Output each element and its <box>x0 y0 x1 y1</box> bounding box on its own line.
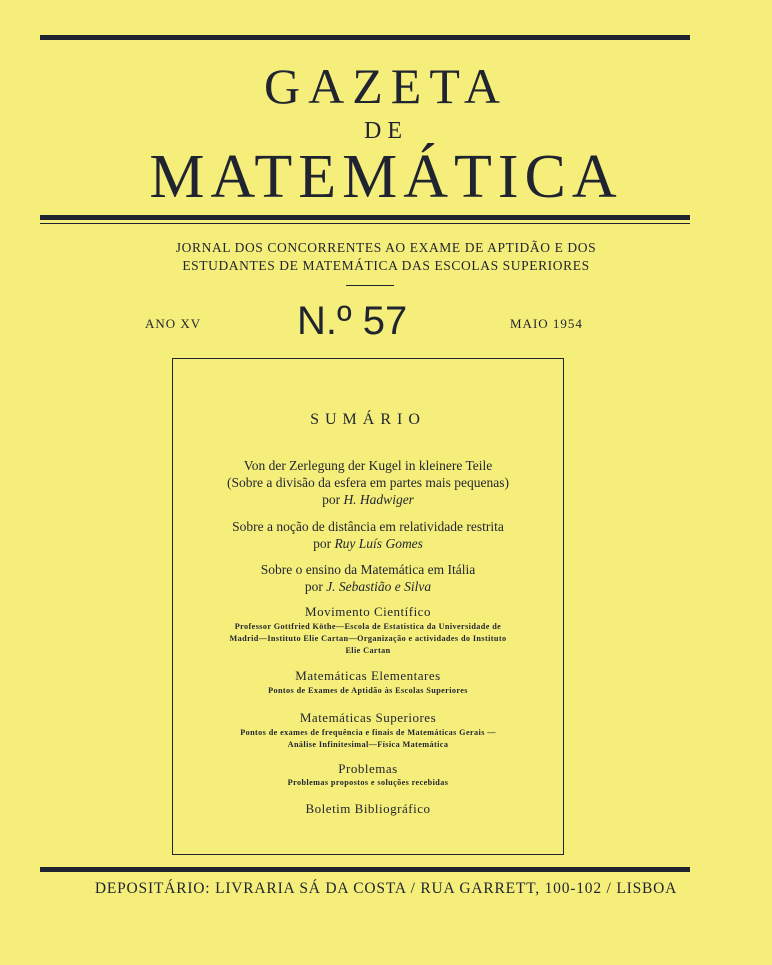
article-1-by: por <box>322 492 341 507</box>
section-1-desc-line-1: Professor Gottfried Köthe—Escola de Estatística da Universidade de <box>234 622 502 631</box>
article-2-byline <box>172 535 564 552</box>
bottom-rule <box>40 867 690 872</box>
summary-heading: SUMÁRIO <box>310 411 426 428</box>
section-3-desc-line-1: Pontos de exames de frequência e finais de Matemáticas Gerais — <box>240 728 496 737</box>
article-3-byline <box>172 578 564 595</box>
article-1-title-line-1: Von der Zerlegung der Kugel in kleinere Teile <box>243 458 493 473</box>
article-2-by: por <box>313 536 332 551</box>
issue-number: N.º 57 <box>297 299 408 343</box>
title-gazeta: GAZETA <box>264 58 508 114</box>
issue-date: MAIO 1954 <box>510 316 583 331</box>
subtitle-line-2: ESTUDANTES DE MATEMÁTICA DAS ESCOLAS SUPERIORES <box>182 258 590 273</box>
subtitle-line-1: JORNAL DOS CONCORRENTES AO EXAME DE APTIDÃO E DOS <box>175 240 597 255</box>
article-3-by: por <box>304 579 323 594</box>
article-2-author: Ruy Luís Gomes <box>334 536 423 551</box>
article-1-title-line-2: (Sobre a divisão da esfera em partes mais pequenas) <box>227 475 509 490</box>
section-1-title: Movimento Científico <box>305 604 431 619</box>
title-matematica: MATEMÁTICA <box>149 143 623 211</box>
section-1-desc-line-2: Madrid—Instituto Elie Cartan—Organização e actividades do Instituto <box>229 634 507 643</box>
top-rule <box>40 35 690 40</box>
footer-distributor: DEPOSITÁRIO: LIVRARIA SÁ DA COSTA / RUA GARRETT, 100-102 / LISBOA <box>94 880 678 897</box>
section-4-desc-line-1: Problemas propostos e soluções recebidas <box>287 778 449 787</box>
article-2-title: Sobre a noção de distância em relatividade restrita <box>232 519 504 534</box>
section-3-desc-line-2: Análise Infinitesimal—Física Matemática <box>287 740 449 749</box>
article-3-author: J. Sebastião e Silva <box>326 579 432 594</box>
title-rule <box>40 215 690 220</box>
article-1-author: H. Hadwiger <box>343 492 414 507</box>
section-2-desc-line-1: Pontos de Exames de Aptidão às Escolas Superiores <box>268 686 468 695</box>
year-label: ANO XV <box>145 316 202 331</box>
title-de: DE <box>364 118 408 144</box>
article-1-byline <box>172 491 564 508</box>
subtitle-divider <box>346 285 394 286</box>
article-3-title: Sobre o ensino da Matemática em Itália <box>260 562 476 577</box>
section-4-title: Problemas <box>338 761 398 776</box>
section-2-title: Matemáticas Elementares <box>295 668 441 683</box>
section-3-title: Matemáticas Superiores <box>299 710 437 725</box>
section-5-title: Boletim Bibliográfico <box>305 801 431 816</box>
section-1-desc-line-3: Elie Cartan <box>345 646 391 655</box>
title-rule-thin <box>40 223 690 224</box>
